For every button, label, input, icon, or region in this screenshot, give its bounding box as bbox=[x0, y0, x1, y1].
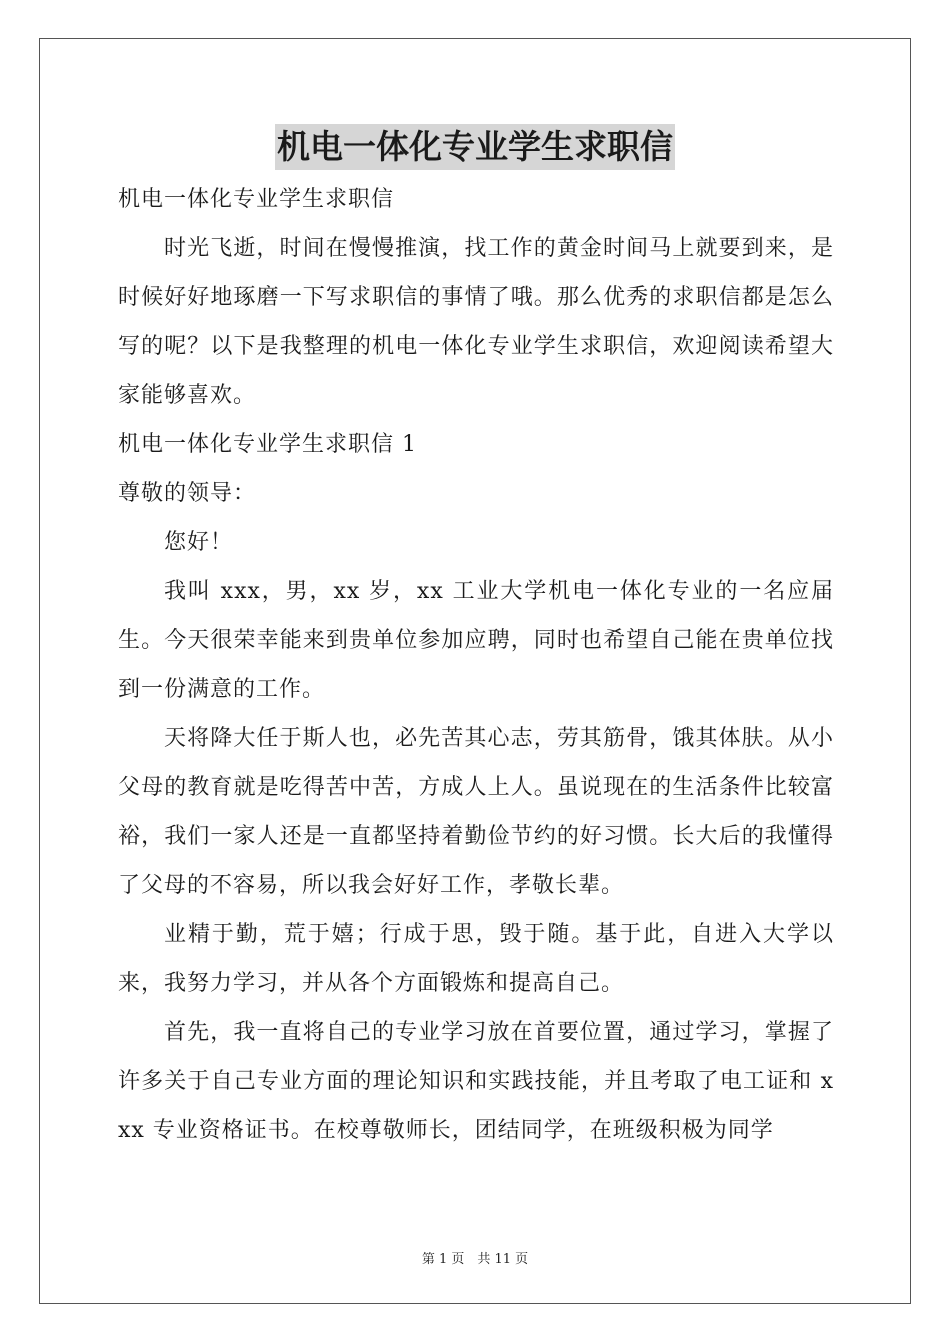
paragraph: 尊敬的领导： bbox=[118, 481, 257, 506]
paragraph: 我叫 xxx，男，xx 岁，xx 工业大学机电一体化专业的一名应届生。今天很荣幸能来到贵单位参加应聘，同时也希望自己能在贵单位找到一份满意的工作。 bbox=[118, 579, 834, 702]
page-number: 第 1 页 共 11 页 bbox=[421, 1252, 529, 1267]
paragraph: 首先，我一直将自己的专业学习放在首要位置，通过学习，掌握了许多关于自己专业方面的理论知识和实践技能，并且考取了电工证和 xxx 专业资格证书。在校尊敬师长，团结同学，在班级积极为同学 bbox=[118, 1020, 834, 1143]
document-body bbox=[118, 175, 834, 1155]
paragraph: 机电一体化专业学生求职信 bbox=[118, 187, 395, 212]
paragraph: 天将降大任于斯人也，必先苦其心志，劳其筋骨，饿其体肤。从小父母的教育就是吃得苦中苦，方成人上人。虽说现在的生活条件比较富裕，我们一家人还是一直都坚持着勤俭节约的好习惯。长大后的我懂得了父母的不容易，所以我会好好工作，孝敬长辈。 bbox=[118, 726, 834, 898]
document-title bbox=[0, 124, 950, 170]
document-title-text: 机电一体化专业学生求职信 bbox=[275, 124, 675, 170]
paragraph: 您好！ bbox=[164, 530, 234, 555]
paragraph: 时光飞逝，时间在慢慢推演，找工作的黄金时间马上就要到来，是时候好好地琢磨一下写求职信的事情了哦。那么优秀的求职信都是怎么写的呢？以下是我整理的机电一体化专业学生求职信，欢迎阅读希望大家能够喜欢。 bbox=[118, 236, 834, 408]
paragraph: 业精于勤，荒于嬉；行成于思，毁于随。基于此，自进入大学以来，我努力学习，并从各个方面锻炼和提高自己。 bbox=[118, 922, 834, 996]
paragraph: 机电一体化专业学生求职信 1 bbox=[118, 432, 417, 457]
